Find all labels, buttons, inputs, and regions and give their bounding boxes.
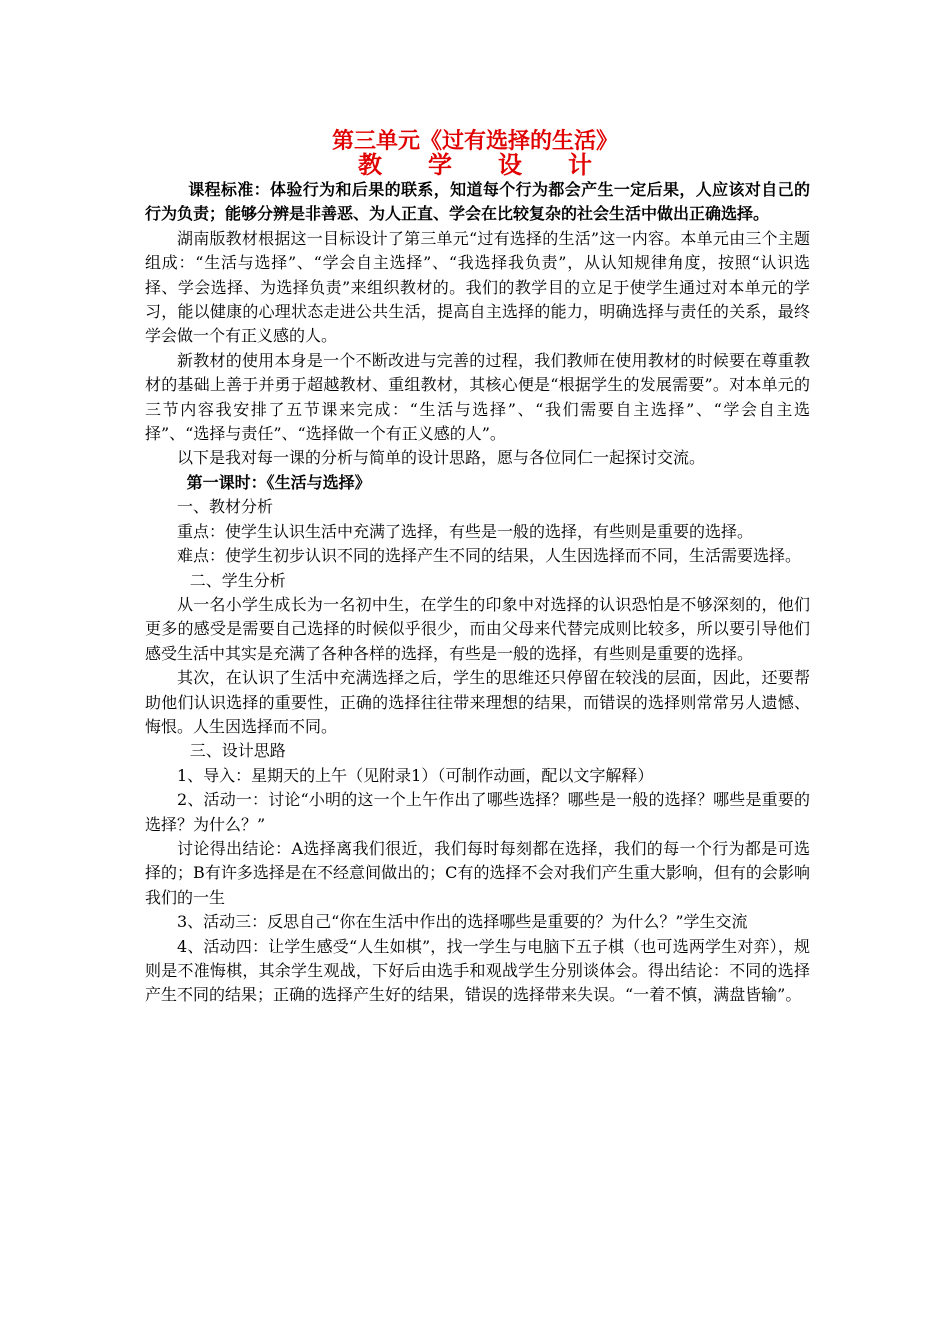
design-item-1: 1、导入：星期天的上午（见附录1）（可制作动画，配以文字解释） (177, 765, 654, 785)
student-analysis-paragraph-1: 从一名小学生成长为一名初中生，在学生的印象中对选择的认识恐怕是不够深刻的，他们更多的感受是需要自己选择的时候似乎很少，而由父母来代替完成则比较多，所以要引导他们感受生活中其实是充满了各种各样的选择，有些是一般的选择，有些则是重要的选择。 (145, 594, 810, 663)
difficulty-point: 难点：使学生初步认识不同的选择产生不同的结果，人生因选择而不同，生活需要选择。 (177, 546, 802, 566)
design-item-3: 3、活动三：反思自己“你在生活中作出的选择哪些是重要的？为什么？”学生交流 (177, 912, 748, 932)
intro-paragraph-3: 以下是我对每一课的分析与简单的设计思路，愿与各位同仁一起探讨交流。 (177, 448, 706, 468)
student-analysis-paragraph-2: 其次，在认识了生活中充满选择之后，学生的思维还只停留在较浅的层面，因此，还要帮助他们认识选择的重要性，正确的选择往往带来理想的结果，而错误的选择则常常另人遗憾、悔恨。人生因选择而不同。 (145, 668, 810, 736)
curriculum-standard: 课程标准：体验行为和后果的联系，知道每个行为都会产生一定后果，人应该对自己的行为负责；能够分辨是非善恶、为人正直、学会在比较复杂的社会生活中做出正确选择。 (145, 180, 810, 224)
design-item-4: 4、活动四：让学生感受“人生如棋”，找一学生与电脑下五子棋（也可选两学生对弈），规则是不准悔棋，其余学生观战，下好后由选手和观战学生分别谈体会。得出结论：不同的选择产生不同的结果；正确的选择产生好的结果，错误的选择带来失误。“一着不慎，满盘皆输”。 (145, 936, 810, 1005)
unit-title: 第三单元《过有选择的生活》 (331, 128, 618, 154)
section-student-analysis-heading: 二、学生分析 (189, 570, 286, 590)
lesson1-heading: 第一课时：《生活与选择》 (186, 472, 371, 492)
intro-paragraph-2: 新教材的使用本身是一个不断改进与完善的过程，我们教师在使用教材的时候要在尊重教材的基础上善于并勇于超越教材、重组教材，其核心便是“根据学生的发展需要”。对本单元的三节内容我安排了五节课来完成：“生活与选择”、“我们需要自主选择”、“学会自主选择”、“选择与责任”、“选择做一个有正义感的人”。 (145, 350, 810, 444)
key-point: 重点：使学生认识生活中充满了选择，有些是一般的选择，有些则是重要的选择。 (177, 521, 754, 541)
design-item-2: 2、活动一：讨论“小明的这一个上午作出了哪些选择？哪些是一般的选择？哪些是重要的选择？为什么？” (145, 790, 810, 834)
intro-paragraph-1: 湖南版教材根据这一目标设计了第三单元“过有选择的生活”这一内容。本单元由三个主题组成：“生活与选择”、“学会自主选择”、“我选择我负责”，从认知规律角度，按照“认识选择、学会选择、为选择负责”来组织教材的。我们的教学目的立足于使学生通过对本单元的学习，能以健康的心理状态走进公共生活，提高自主选择的能力，明确选择与责任的关系，最终学会做一个有正义感的人。 (145, 228, 810, 346)
section-design-heading: 三、设计思路 (189, 741, 286, 761)
section-textbook-analysis-heading: 一、教材分析 (177, 497, 274, 517)
design-conclusion: 讨论得出结论：A选择离我们很近，我们每时每刻都在选择，我们的每一个行为都是可选择的；B有许多选择是在不经意间做出的；C有的选择不会对我们产生重大影响，但有的会影响我们的一生 (145, 838, 810, 907)
document-body (145, 178, 810, 1008)
design-title: 教学设计 (358, 150, 638, 179)
